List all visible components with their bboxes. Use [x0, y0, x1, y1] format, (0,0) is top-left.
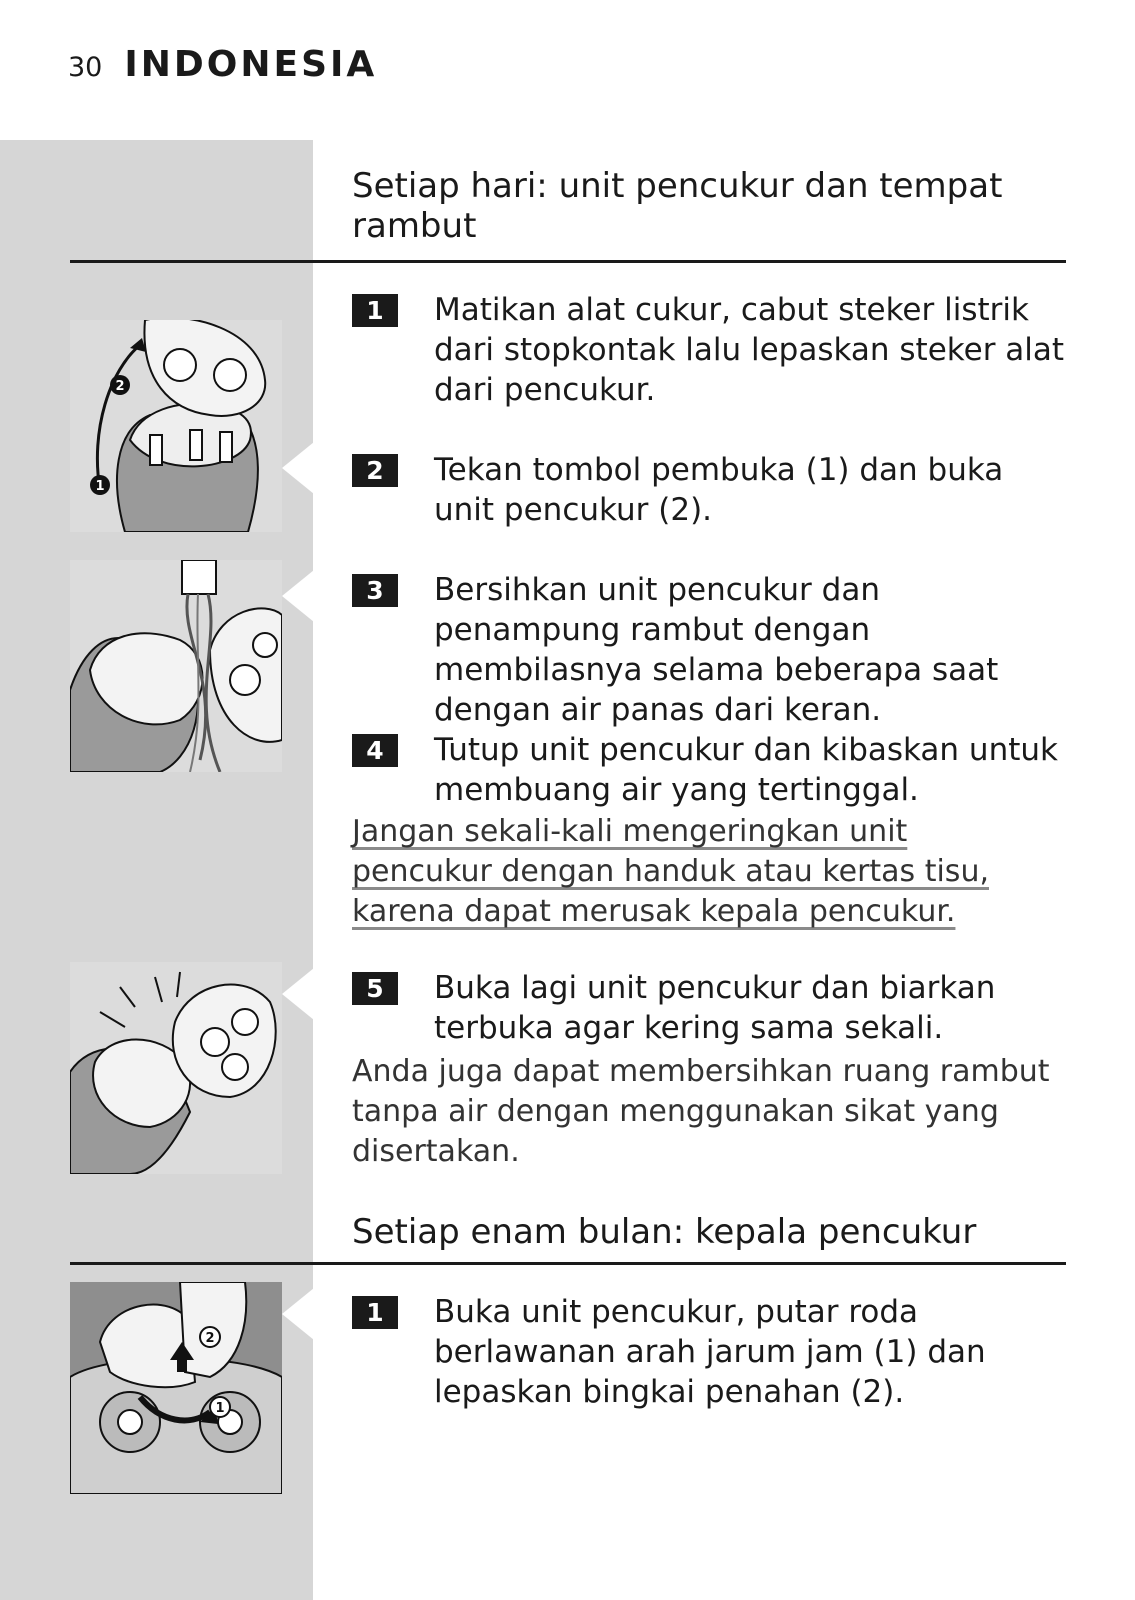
illustration-pointer	[282, 1288, 314, 1340]
step-1	[352, 290, 1072, 410]
step-text: Matikan alat cukur, cabut steker listrik dari stopkontak lalu lepaskan steker alat dari pencukur.	[434, 292, 1065, 408]
callout-1: 1	[215, 1401, 225, 1416]
illustration-rinse-under-tap	[70, 560, 282, 772]
step-number: 5	[352, 972, 398, 1005]
step-number: 1	[352, 1296, 398, 1329]
callout-2: 2	[205, 1331, 215, 1346]
illustration-open-shaving-unit	[70, 320, 282, 532]
section-title-daily: Setiap hari: unit pencukur dan tempat rambut	[352, 166, 1003, 246]
step-5	[352, 968, 1072, 1048]
step-text: Bersihkan unit pencukur dan penampung rambut dengan membilasnya selama beberapa saat dengan air panas dari keran.	[434, 572, 999, 728]
step-number: 3	[352, 574, 398, 607]
step-text: Tekan tombol pembuka (1) dan buka unit pencukur (2).	[434, 452, 1004, 528]
tip-note: Anda juga dapat membersihkan ruang rambut tanpa air dengan menggunakan sikat yang disertakan.	[352, 1054, 1050, 1169]
illustration-dry-open	[70, 962, 282, 1174]
section-title-six-months: Setiap enam bulan: kepala pencukur	[352, 1212, 977, 1252]
step-text: Buka unit pencukur, putar roda berlawanan arah jarum jam (1) dan lepaskan bingkai penahan (2).	[434, 1294, 986, 1410]
page-number: 30	[68, 52, 103, 83]
illustration-pointer	[282, 442, 314, 494]
step-number: 2	[352, 454, 398, 487]
section-divider	[70, 1262, 1066, 1265]
step-number: 4	[352, 734, 398, 767]
step-number: 1	[352, 294, 398, 327]
warning-note: Jangan sekali-kali mengeringkan unit pencukur dengan handuk atau kertas tisu, karena dapat merusak kepala pencukur.	[352, 814, 989, 929]
page-header	[68, 44, 377, 85]
section-divider	[70, 260, 1066, 263]
step-2	[352, 450, 1072, 530]
illustration-remove-retaining-frame	[70, 1282, 282, 1494]
callout-2: 2	[115, 379, 125, 394]
step-text: Buka lagi unit pencukur dan biarkan terbuka agar kering sama sekali.	[434, 970, 996, 1046]
step-3	[352, 570, 1072, 730]
callout-1: 1	[95, 479, 105, 494]
illustration-pointer	[282, 968, 314, 1020]
language-heading: INDONESIA	[124, 44, 378, 85]
step-4	[352, 730, 1072, 810]
illustration-pointer	[282, 570, 314, 622]
step-1-six-months	[352, 1292, 1072, 1412]
step-text: Tutup unit pencukur dan kibaskan untuk membuang air yang tertinggal.	[434, 732, 1058, 808]
